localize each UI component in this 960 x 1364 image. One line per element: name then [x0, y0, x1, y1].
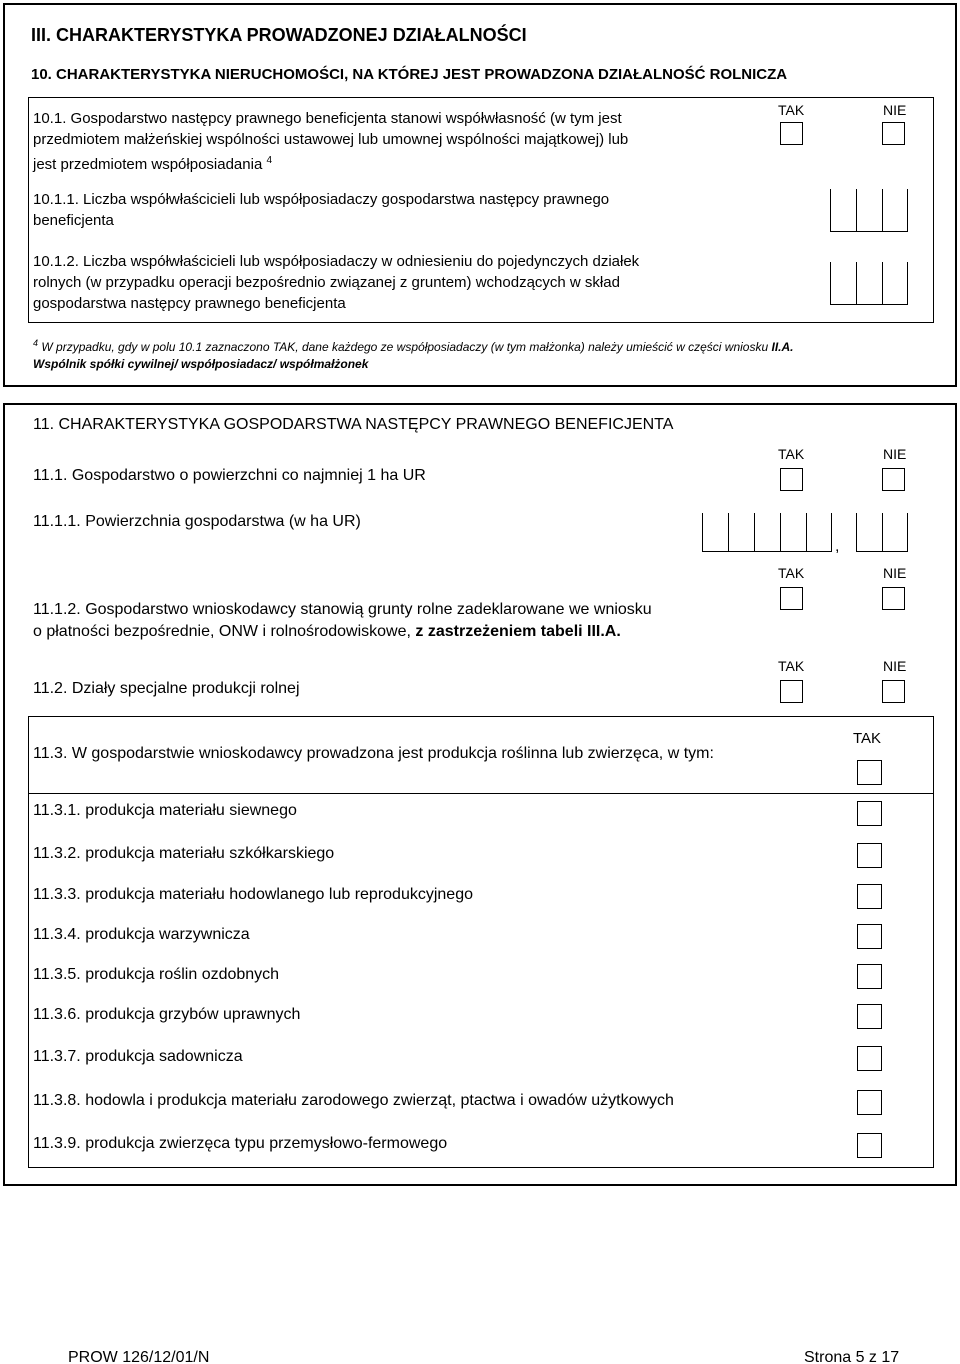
item-1133-checkbox[interactable]: [857, 884, 882, 909]
item-1131-checkbox[interactable]: [857, 801, 882, 826]
footer-code: PROW 126/12/01/N: [68, 1349, 210, 1364]
q101-nie-checkbox[interactable]: [882, 122, 905, 145]
item-1134: 11.3.4. produkcja warzywnicza: [33, 926, 250, 943]
item-1138: 11.3.8. hodowla i produkcja materiału zarodowego zwierząt, ptactwa i owadów użytkowych: [33, 1092, 674, 1109]
s11-title: 11. CHARAKTERYSTYKA GOSPODARSTWA NASTĘPCY PRAWNEGO BENEFICJENTA: [33, 416, 674, 433]
q113-tak-label: TAK: [853, 730, 882, 747]
q1012-digit-field[interactable]: [830, 262, 908, 305]
q113-text: 11.3. W gospodarstwie wnioskodawcy prowadzona jest produkcja roślinna lub zwierzęca, w tym:: [33, 745, 714, 762]
item-1139: 11.3.9. produkcja zwierzęca typu przemysłowo-fermowego: [33, 1135, 448, 1152]
q111-nie-checkbox[interactable]: [882, 468, 905, 491]
q111-text: 11.1. Gospodarstwo o powierzchni co najmniej 1 ha UR: [33, 467, 426, 484]
q101-nie-label: NIE: [883, 102, 907, 118]
q1111-integer-field[interactable]: [702, 513, 832, 552]
q111-tak-checkbox[interactable]: [780, 468, 803, 491]
q112-text: 11.2. Działy specjalne produkcji rolnej: [33, 680, 300, 697]
q1112-nie-checkbox[interactable]: [882, 587, 905, 610]
footnote: $^4$ W przypadku, gdy w polu 10.1 zaznaczono TAK, dane każdego ze współposiadaczy (w tym małżonka) należy umieścić w części wniosku II.A. Wspólnik spółki cywilnej/ współposiadacz/ współmałżonek: [33, 338, 794, 371]
q112-tak-label: TAK: [778, 658, 805, 674]
item-1134-checkbox[interactable]: [857, 924, 882, 949]
q1111-text: 11.1.1. Powierzchnia gospodarstwa (w ha UR): [33, 513, 361, 530]
q1112-nie-label: NIE: [883, 565, 907, 581]
item-1133: 11.3.3. produkcja materiału hodowlanego lub reprodukcyjnego: [33, 886, 473, 903]
q1112-tak-label: TAK: [778, 565, 805, 581]
q101-tak-checkbox[interactable]: [780, 122, 803, 145]
section-title: III. CHARAKTERYSTYKA PROWADZONEJ DZIAŁALNOŚCI: [31, 25, 527, 45]
item-1136: 11.3.6. produkcja grzybów uprawnych: [33, 1006, 301, 1023]
item-1132: 11.3.2. produkcja materiału szkółkarskiego: [33, 845, 335, 862]
item-1137-checkbox[interactable]: [857, 1046, 882, 1071]
item-1135: 11.3.5. produkcja roślin ozdobnych: [33, 966, 280, 983]
footer-page-number: Strona 5 z 17: [804, 1349, 900, 1364]
item-1131: 11.3.1. produkcja materiału siewnego: [33, 802, 297, 819]
item-1137: 11.3.7. produkcja sadownicza: [33, 1048, 243, 1065]
q1012-text: 10.1.2. Liczba współwłaścicieli lub współposiadaczy w odniesieniu do pojedynczych działek rolnych (w przypadku operacji bezpośrednio związanej z gruntem) wchodzących w skład gospodarstwa następcy prawnego beneficjenta: [33, 253, 640, 312]
q1011-digit-field[interactable]: [830, 189, 908, 232]
item-1136-checkbox[interactable]: [857, 1004, 882, 1029]
q1112-text: 11.1.2. Gospodarstwo wnioskodawcy stanowią grunty rolne zadeklarowane we wniosku o płatności bezpośrednie, ONW i rolnośrodowiskowe, z zastrzeżeniem tabeli III.A.: [33, 601, 652, 640]
q1011-text: 10.1.1. Liczba współwłaścicieli lub współposiadaczy gospodarstwa następcy prawnego beneficjenta: [33, 191, 610, 229]
q101-tak-label: TAK: [778, 102, 805, 118]
q112-tak-checkbox[interactable]: [780, 680, 803, 703]
q111-nie-label: NIE: [883, 446, 907, 462]
q1112-tak-checkbox[interactable]: [780, 587, 803, 610]
item-1138-checkbox[interactable]: [857, 1090, 882, 1115]
q112-nie-label: NIE: [883, 658, 907, 674]
item-1139-checkbox[interactable]: [857, 1133, 882, 1158]
q112-nie-checkbox[interactable]: [882, 680, 905, 703]
item-1135-checkbox[interactable]: [857, 964, 882, 989]
decimal-comma: ,: [835, 538, 840, 555]
q101-text: 10.1. Gospodarstwo następcy prawnego beneficjenta stanowi współwłasność (w tym jest przedmiotem małżeńskiej wspólności ustawowej lub umownej wspólności majątkowej) lub jest przedmiotem współposiadania $^4$: [33, 110, 629, 173]
q113-tak-checkbox[interactable]: [857, 760, 882, 785]
q113-divider: [28, 793, 934, 794]
s10-title: 10. CHARAKTERYSTYKA NIERUCHOMOŚCI, NA KTÓREJ JEST PROWADZONA DZIAŁALNOŚĆ ROLNICZA: [31, 66, 788, 83]
q111-tak-label: TAK: [778, 446, 805, 462]
item-1132-checkbox[interactable]: [857, 843, 882, 868]
q1111-decimal-field[interactable]: [856, 513, 908, 552]
